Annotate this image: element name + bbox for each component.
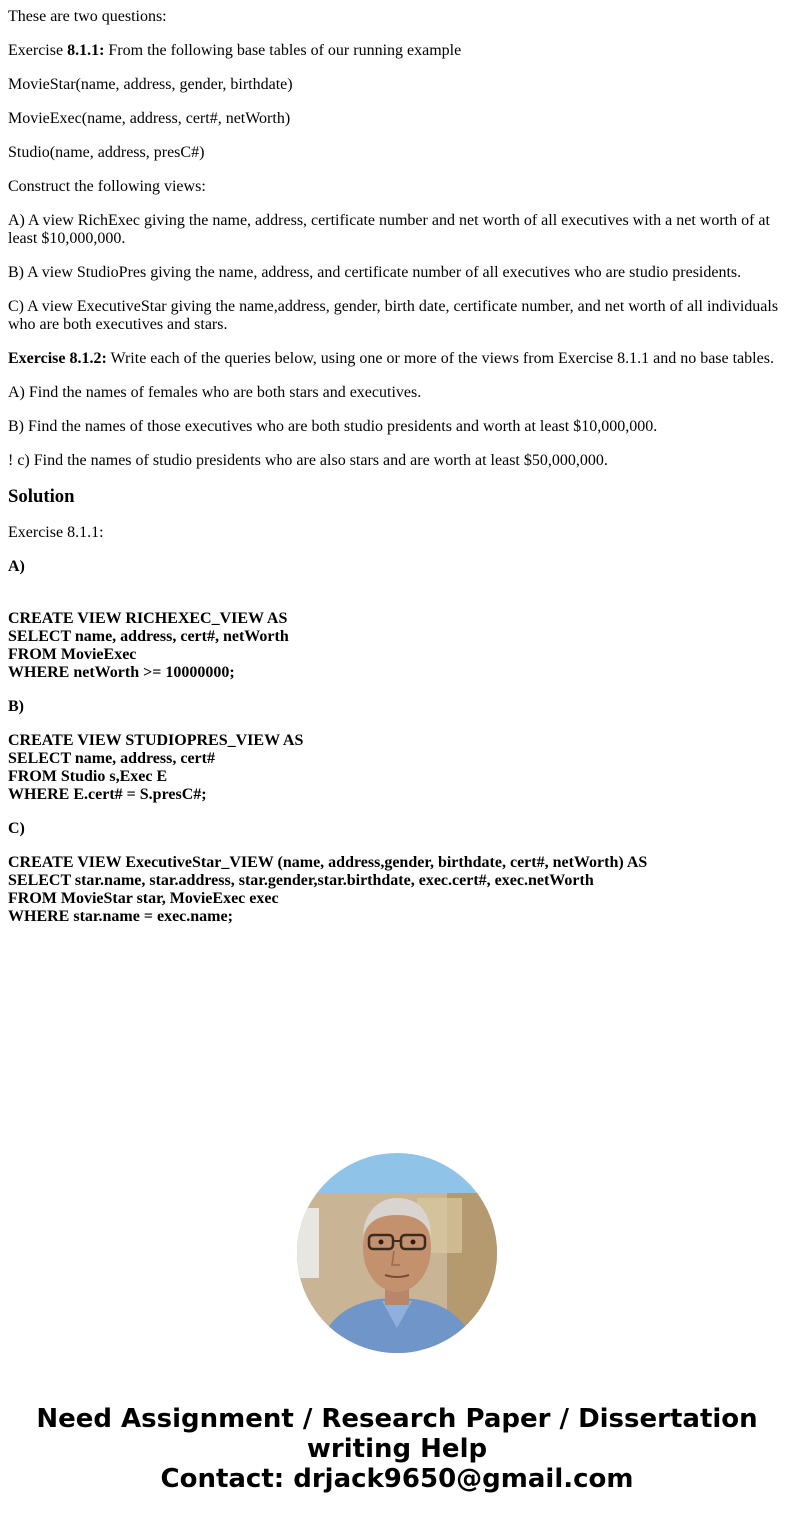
code-line: FROM MovieStar star, MovieExec exec [8, 890, 279, 907]
code-line: CREATE VIEW RICHEXEC_VIEW AS [8, 610, 288, 627]
code-line: WHERE E.cert# = S.presC#; [8, 786, 207, 803]
solution-heading: Solution [8, 486, 75, 507]
code-line: WHERE star.name = exec.name; [8, 908, 233, 925]
exercise-prefix: Exercise [8, 42, 68, 59]
table-studio: Studio(name, address, presC#) [8, 144, 205, 161]
code-line: SELECT star.name, star.address, star.gender,star.birthdate, exec.cert#, exec.netWorth [8, 872, 594, 889]
exercise-8-1-2-title [8, 350, 786, 368]
solution-b-label [8, 698, 786, 716]
exercise2-part-a: A) Find the names of females who are both stars and executives. [8, 384, 422, 401]
document-body [8, 0, 786, 942]
banner-contact: Contact: drjack9650@gmail.com [160, 1464, 634, 1494]
solution-c-label [8, 820, 786, 838]
solution-a-label-text: A) [8, 558, 25, 575]
solution-c-code [8, 854, 786, 926]
exercise2-part-b: B) Find the names of those executives who are both studio presidents and worth at least $10,000,000. [8, 418, 658, 435]
author-portrait-icon [297, 1153, 497, 1353]
exercise1-part-c: C) A view ExecutiveStar giving the name,address, gender, birth date, certificate number, and net worth of all individuals who are both executives and stars. [8, 298, 779, 333]
exercise2-label: Exercise 8.1.2: [8, 350, 107, 367]
exercise1-part-b: B) A view StudioPres giving the name, address, and certificate number of all executives who are studio presidents. [8, 264, 742, 281]
solution-a-code [8, 610, 786, 682]
solution-c-label-text: C) [8, 820, 25, 837]
construct-text: Construct the following views: [8, 178, 206, 195]
promo-banner [0, 1404, 794, 1494]
intro-text: These are two questions: [8, 8, 167, 25]
exercise2-part-c: ! c) Find the names of studio presidents who are also stars and are worth at least $50,000,000. [8, 452, 608, 469]
code-line: WHERE netWorth >= 10000000; [8, 664, 235, 681]
exercise-text: From the following base tables of our running example [104, 42, 462, 59]
code-line: CREATE VIEW STUDIOPRES_VIEW AS [8, 732, 304, 749]
solution-a-label [8, 558, 786, 576]
solution-exercise-label: Exercise 8.1.1: [8, 524, 104, 541]
exercise2-text: Write each of the queries below, using one or more of the views from Exercise 8.1.1 and no base tables. [106, 350, 774, 367]
banner-line-1: Need Assignment / Research Paper / Dissertation [36, 1404, 758, 1434]
exercise-number: 8.1.1: [67, 42, 105, 59]
solution-b-code [8, 732, 786, 804]
code-line: SELECT name, address, cert#, netWorth [8, 628, 289, 645]
exercise-8-1-1-title [8, 42, 786, 60]
code-line: CREATE VIEW ExecutiveStar_VIEW (name, address,gender, birthdate, cert#, netWorth) AS [8, 854, 648, 871]
banner-line-2: writing Help [306, 1434, 488, 1464]
exercise1-part-a: A) A view RichExec giving the name, address, certificate number and net worth of all executives with a net worth of at least $10,000,000. [8, 212, 770, 247]
code-line: FROM Studio s,Exec E [8, 768, 168, 785]
code-line: FROM MovieExec [8, 646, 137, 663]
solution-b-label-text: B) [8, 698, 24, 715]
table-moviestar: MovieStar(name, address, gender, birthdate) [8, 76, 293, 93]
table-movieexec: MovieExec(name, address, cert#, netWorth) [8, 110, 291, 127]
author-avatar [297, 1153, 497, 1353]
code-line: SELECT name, address, cert# [8, 750, 215, 767]
